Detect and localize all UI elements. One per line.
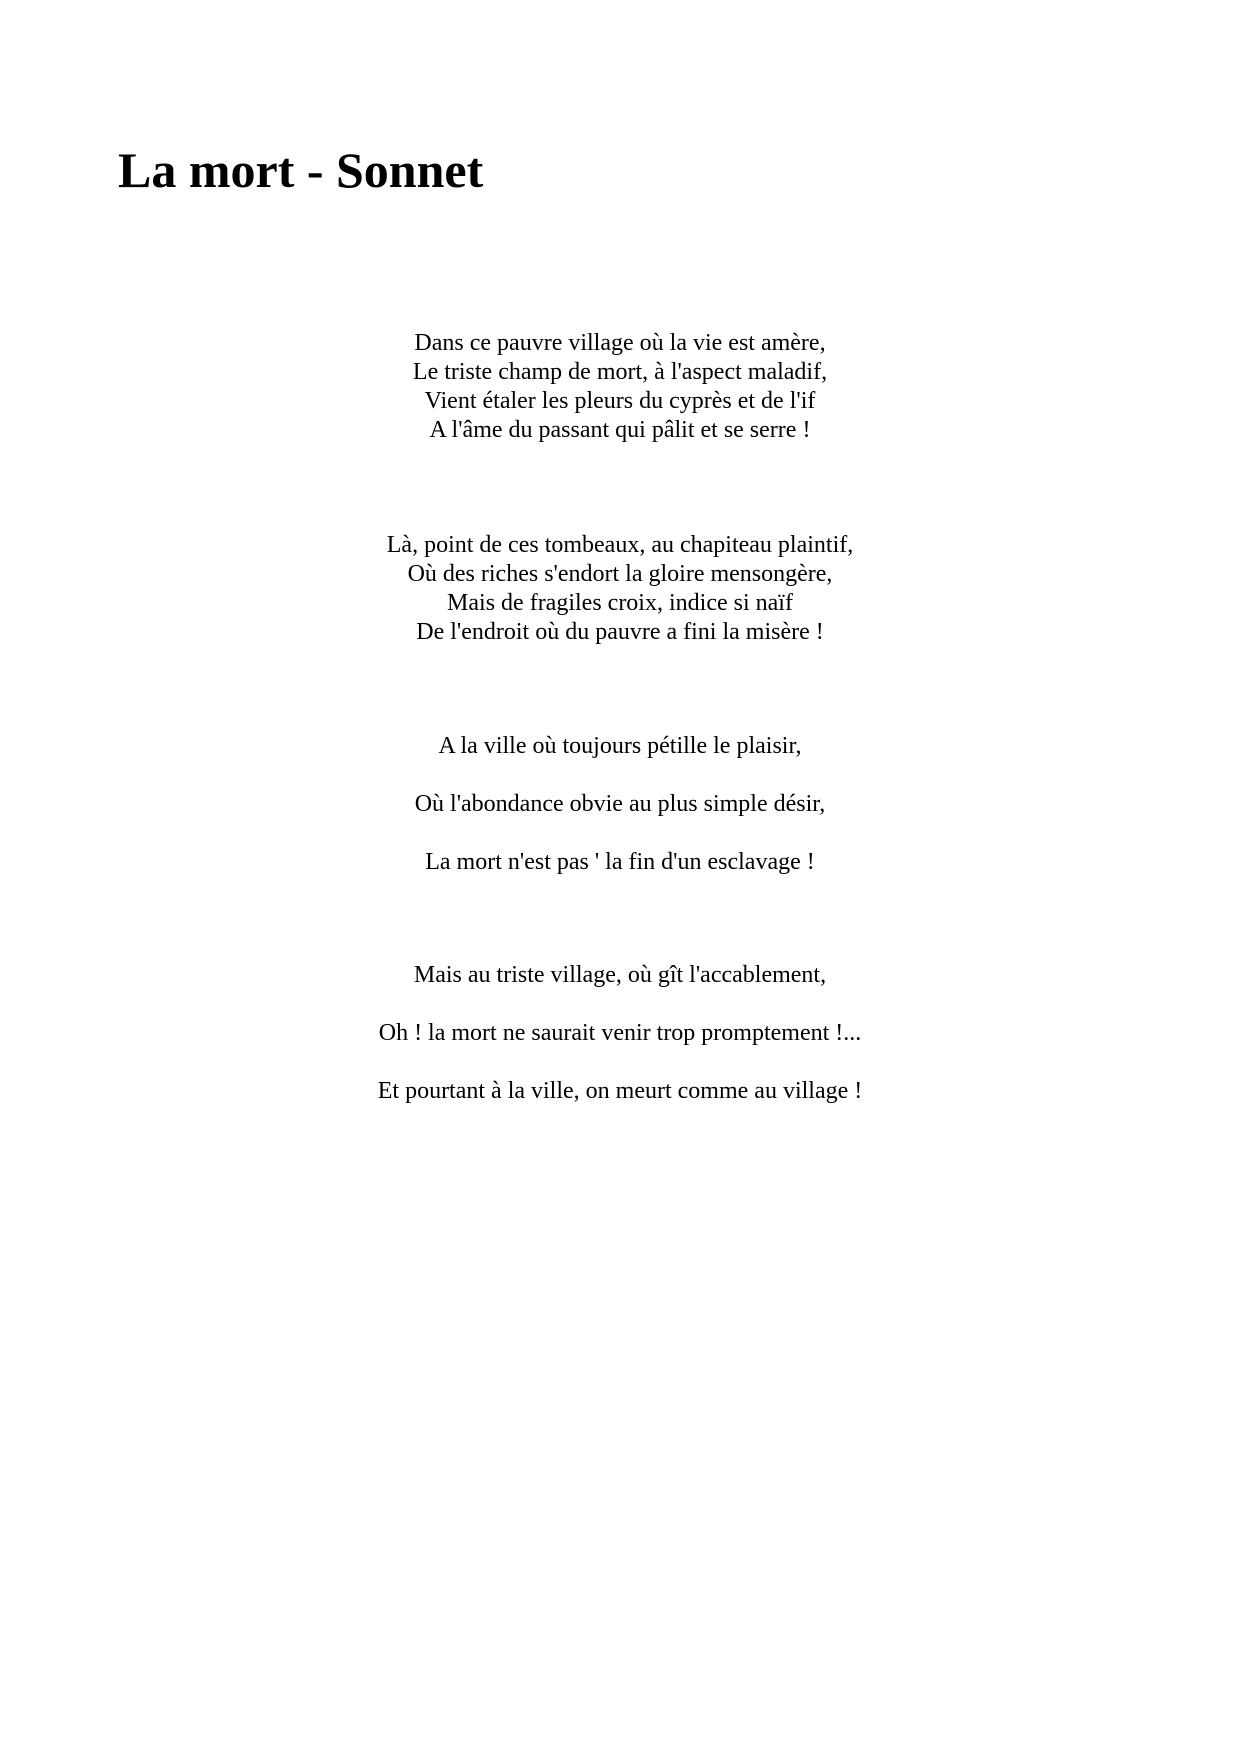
poem-line: Vient étaler les pleurs du cyprès et de l'if	[424, 388, 816, 414]
poem-line: De l'endroit où du pauvre a fini la misère !	[416, 619, 824, 645]
stanza-1	[0, 329, 1240, 445]
poem-line: Là, point de ces tombeaux, au chapiteau plaintif,	[386, 532, 854, 558]
poem-line: Le triste champ de mort, à l'aspect maladif,	[412, 359, 828, 385]
poem-line: Et pourtant à la ville, on meurt comme au village !	[377, 1078, 863, 1104]
poem-line: Où des riches s'endort la gloire mensongère,	[407, 561, 833, 587]
poem-line: La mort n'est pas ' la fin d'un esclavage !	[425, 849, 815, 875]
poem-line: Où l'abondance obvie au plus simple désir,	[414, 791, 826, 817]
poem-line: Dans ce pauvre village où la vie est amère,	[414, 330, 826, 356]
poem-line: Oh ! la mort ne saurait venir trop promptement !...	[378, 1020, 862, 1046]
stanza-3	[0, 732, 1240, 906]
page-title: La mort - Sonnet	[118, 142, 484, 198]
poem-line: Mais au triste village, où gît l'accablement,	[413, 962, 827, 988]
poem-line: A l'âme du passant qui pâlit et se serre !	[429, 417, 811, 443]
stanza-2	[0, 531, 1240, 647]
stanza-4	[0, 961, 1240, 1135]
poem-line: Mais de fragiles croix, indice si naïf	[447, 590, 793, 616]
poem-line: A la ville où toujours pétille le plaisir,	[438, 733, 802, 759]
